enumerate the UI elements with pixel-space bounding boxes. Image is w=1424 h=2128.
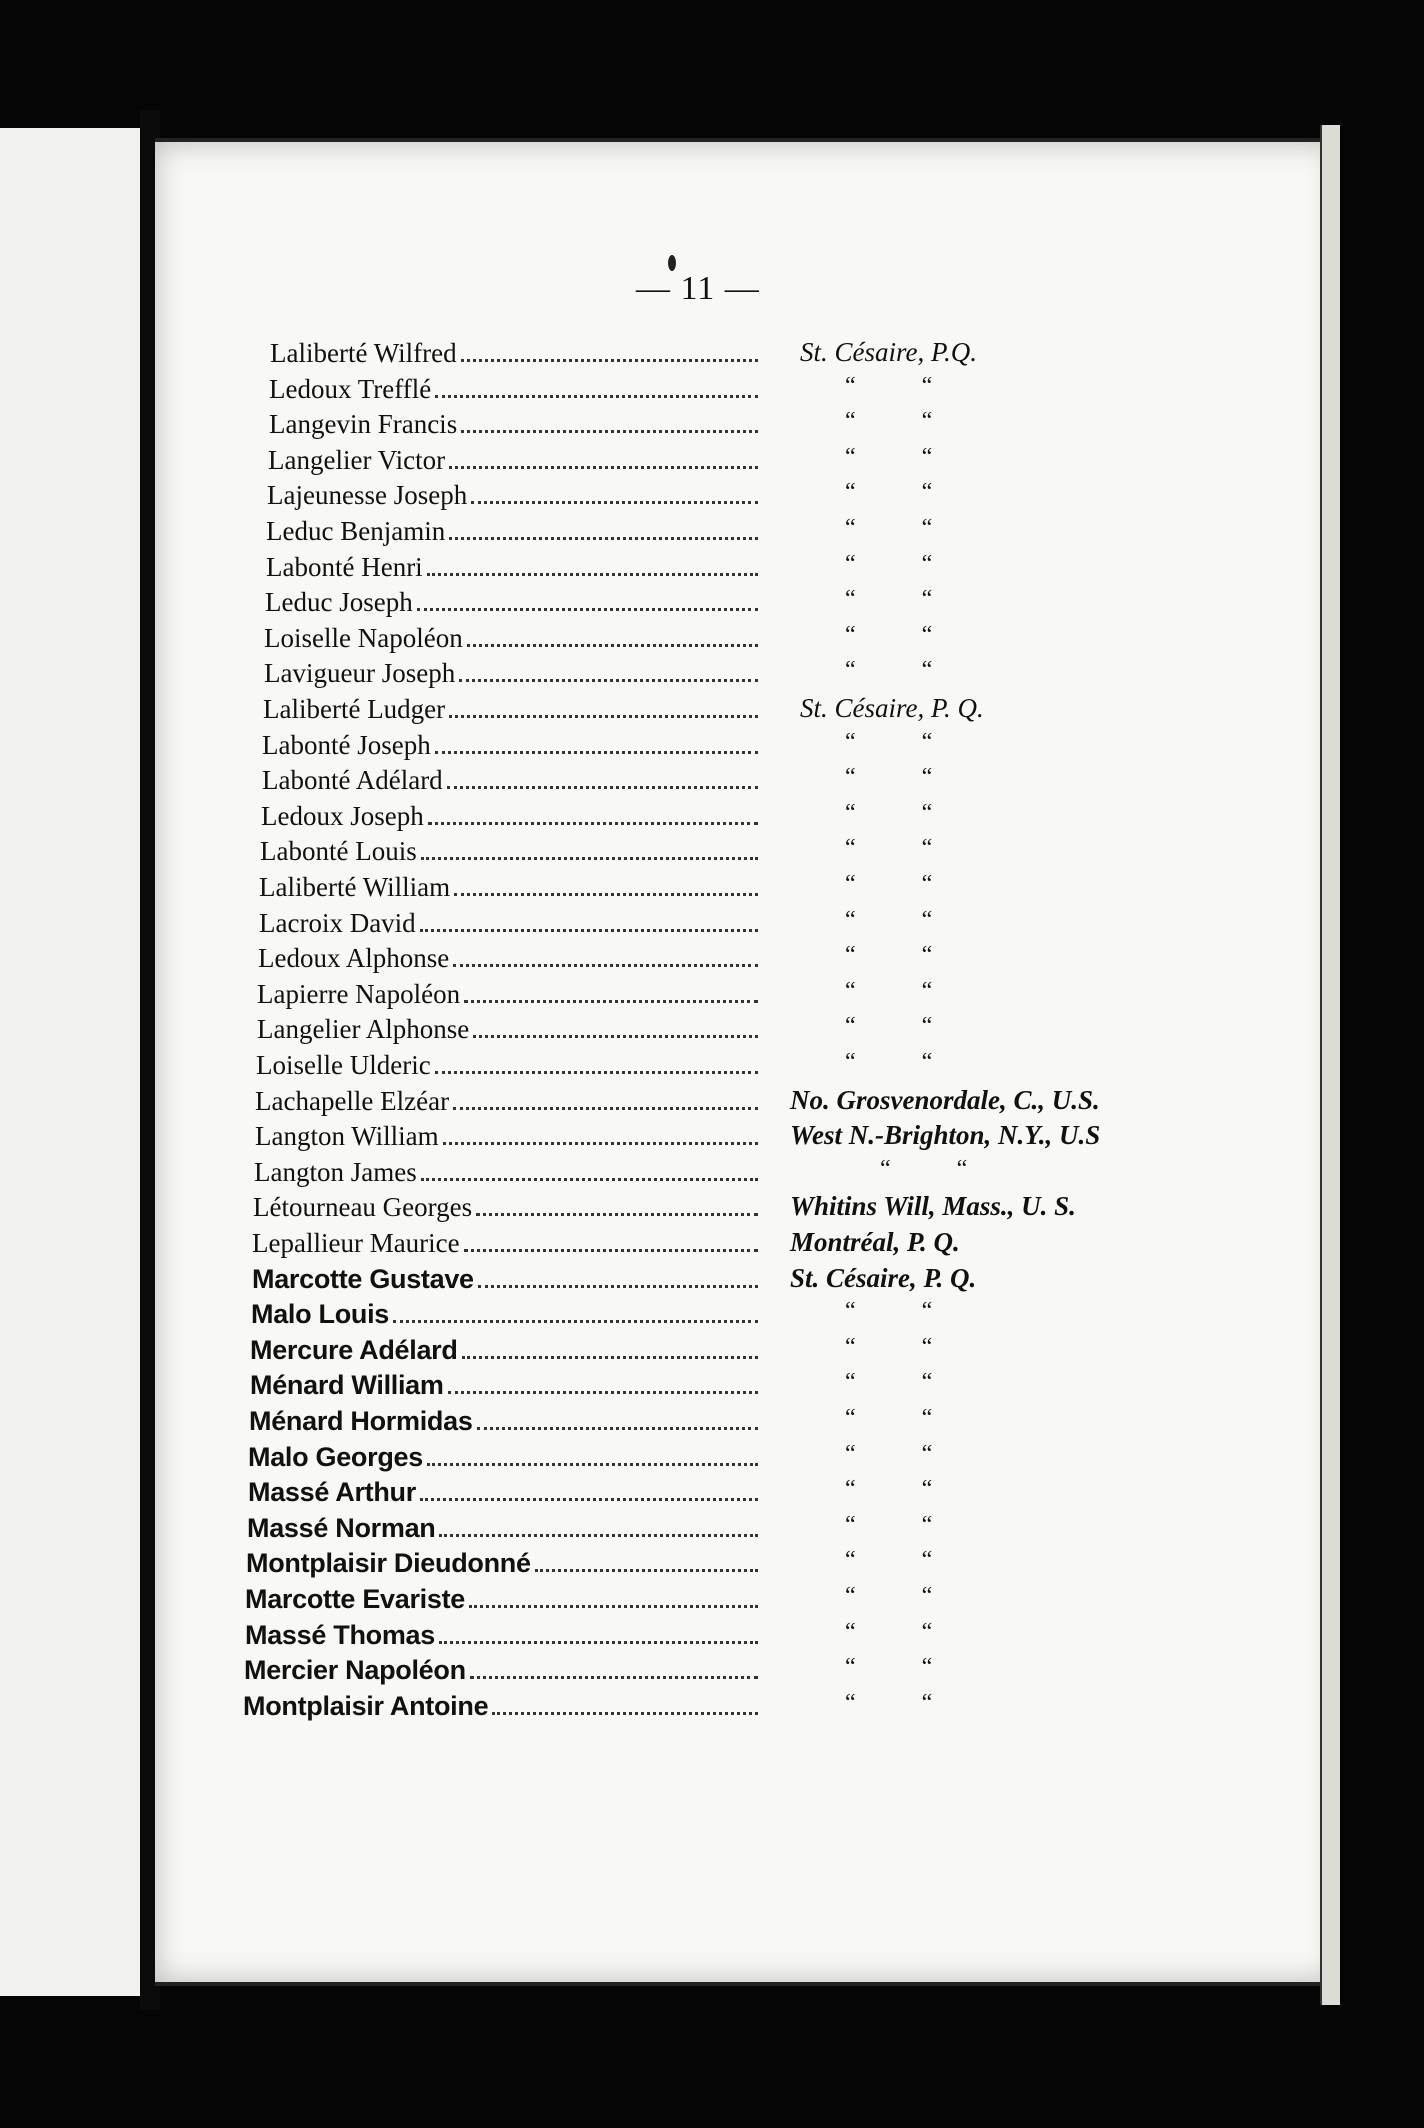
ditto-marks: “ “: [845, 1654, 933, 1680]
list-item: [259, 869, 762, 905]
leader-dots: [477, 1405, 758, 1430]
entry-place: St. Césaire, P. Q.: [800, 693, 984, 723]
ditto-marks: “ “: [845, 835, 933, 861]
ditto-marks: “ “: [845, 1405, 933, 1431]
leader-dots: [428, 800, 758, 825]
entry-place: Montréal, P. Q.: [790, 1227, 960, 1257]
leader-dots: [449, 515, 758, 540]
list-item: [248, 1439, 762, 1475]
list-item: [266, 549, 762, 585]
list-item: [249, 1403, 762, 1439]
ditto-marks: “ “: [845, 408, 933, 434]
leader-dots: [459, 657, 758, 682]
entry-name: Lachapelle Elzéar: [255, 1086, 450, 1116]
entry-name: Massé Arthur: [248, 1477, 416, 1507]
list-item: [267, 477, 762, 513]
entry-name: Leduc Benjamin: [266, 516, 446, 546]
list-item: [250, 1367, 762, 1403]
leader-dots: [464, 978, 758, 1003]
ditto-marks: “ “: [845, 729, 933, 755]
ditto-marks: “ “: [845, 1013, 933, 1039]
entry-name: Malo Louis: [251, 1299, 389, 1329]
entry-place: Whitins Will, Mass., U. S.: [790, 1191, 1076, 1221]
leader-dots: [421, 835, 758, 860]
leader-dots: [454, 871, 758, 896]
leader-dots: [417, 586, 758, 611]
entry-name: Lepallieur Maurice: [252, 1228, 460, 1258]
entry-name: Montplaisir Dieudonné: [246, 1548, 531, 1578]
list-item: [259, 905, 762, 941]
list-item: [247, 1510, 762, 1546]
entry-name: Labonté Henri: [266, 552, 423, 582]
ditto-marks: “ “: [845, 1049, 933, 1075]
entry-name: Massé Norman: [247, 1513, 436, 1543]
ditto-marks: “ “: [845, 1619, 933, 1645]
ditto-marks: “ “: [845, 622, 933, 648]
entry-name: Ledoux Alphonse: [258, 943, 450, 973]
entry-place: West N.-Brighton, N.Y., U.S: [790, 1120, 1101, 1150]
list-item: [250, 1332, 762, 1368]
ditto-marks: “ “: [845, 1512, 933, 1538]
entry-name: Létourneau Georges: [253, 1192, 473, 1222]
list-item: [268, 442, 762, 478]
list-item: [255, 1083, 762, 1119]
list-item: [251, 1296, 762, 1332]
list-item: [260, 833, 762, 869]
leader-dots: [435, 373, 758, 398]
entry-name: Labonté Joseph: [262, 730, 431, 760]
list-item: [252, 1225, 762, 1261]
entry-name: Lacroix David: [259, 908, 416, 938]
leader-dots: [427, 1441, 758, 1466]
entry-name: Montplaisir Antoine: [243, 1691, 489, 1721]
ditto-marks: “ “: [845, 942, 933, 968]
entry-name: Massé Thomas: [245, 1620, 435, 1650]
entry-name: Leduc Joseph: [265, 587, 413, 617]
list-item: [257, 976, 762, 1012]
entry-name: Loiselle Ulderic: [256, 1050, 431, 1080]
ditto-marks: “ “: [845, 586, 933, 612]
leader-dots: [439, 1512, 758, 1537]
ditto-marks: “ “: [845, 764, 933, 790]
leader-dots: [453, 1085, 758, 1110]
ditto-marks: “ “: [845, 978, 933, 1004]
entry-name: Laliberté Ludger: [263, 694, 446, 724]
list-item: [257, 1011, 762, 1047]
list-item: [269, 371, 762, 407]
list-item: [265, 584, 762, 620]
list-item: [262, 762, 762, 798]
list-item: [266, 513, 762, 549]
entry-name: Ledoux Joseph: [261, 801, 424, 831]
ditto-marks: “ “: [845, 1298, 933, 1324]
entry-name: Laliberté Wilfred: [270, 338, 457, 368]
entry-place: No. Grosvenordale, C., U.S.: [790, 1085, 1100, 1115]
list-item: [254, 1154, 762, 1190]
leader-dots: [473, 1013, 758, 1038]
leader-dots: [448, 1369, 758, 1394]
leader-dots: [476, 1191, 758, 1216]
page-number: — 11 —: [636, 270, 760, 307]
ditto-marks: “ “: [845, 1334, 933, 1360]
entry-place: St. Césaire, P.Q.: [800, 337, 978, 367]
list-item: [255, 1118, 762, 1154]
entry-name: Labonté Louis: [260, 836, 417, 866]
ditto-marks: “ “: [845, 657, 933, 683]
ditto-marks: “ “: [845, 479, 933, 505]
entry-name: Ménard William: [250, 1370, 444, 1400]
leader-dots: [469, 1583, 758, 1608]
ditto-marks: “ “: [845, 800, 933, 826]
entry-name: Malo Georges: [248, 1442, 423, 1472]
entry-place: St. Césaire, P. Q.: [790, 1263, 977, 1293]
list-item: [252, 1261, 762, 1297]
leader-dots: [462, 1334, 758, 1359]
leader-dots: [464, 1227, 758, 1252]
leader-dots: [393, 1298, 758, 1323]
leader-dots: [420, 907, 758, 932]
entry-name: Lavigueur Joseph: [264, 658, 456, 688]
ditto-marks: “ “: [845, 1583, 933, 1609]
list-item: [269, 406, 762, 442]
leader-dots: [421, 1156, 758, 1181]
list-item: [246, 1545, 762, 1581]
list-item: [264, 620, 762, 656]
list-item: [245, 1617, 762, 1653]
entry-name: Lapierre Napoléon: [257, 979, 461, 1009]
list-item: [245, 1581, 762, 1617]
ditto-marks: “ “: [845, 871, 933, 897]
leader-dots: [447, 764, 758, 789]
leader-dots: [478, 1263, 758, 1288]
leader-dots: [435, 1049, 758, 1074]
entry-name: Langelier Alphonse: [257, 1014, 470, 1044]
leader-dots: [449, 444, 758, 469]
ditto-marks: “ “: [845, 444, 933, 470]
entry-name: Ménard Hormidas: [249, 1406, 473, 1436]
leader-dots: [453, 942, 758, 967]
leader-dots: [443, 1120, 758, 1145]
list-item: [243, 1688, 762, 1724]
list-item: [261, 798, 762, 834]
leader-dots: [492, 1690, 758, 1715]
entry-name: Mercier Napoléon: [244, 1655, 466, 1685]
list-item: [248, 1474, 762, 1510]
leader-dots: [461, 408, 758, 433]
list-item: [253, 1189, 762, 1225]
ditto-marks: “ “: [880, 1156, 968, 1182]
ditto-marks: “ “: [845, 1476, 933, 1502]
entry-name: Langton William: [255, 1121, 439, 1151]
leader-dots: [461, 337, 758, 362]
leader-dots: [427, 551, 758, 576]
leader-dots: [535, 1547, 758, 1572]
entry-name: Ledoux Trefflé: [269, 374, 432, 404]
leader-dots: [471, 479, 758, 504]
entry-name: Marcotte Evariste: [245, 1584, 465, 1614]
entry-name: Laliberté William: [259, 872, 451, 902]
ditto-marks: “ “: [845, 373, 933, 399]
ditto-marks: “ “: [845, 1690, 933, 1716]
entry-name: Langevin Francis: [269, 409, 458, 439]
list-item: [262, 727, 762, 763]
ditto-marks: “ “: [845, 907, 933, 933]
entry-name: Langton James: [254, 1157, 417, 1187]
entry-name: Marcotte Gustave: [252, 1264, 474, 1294]
list-item: [258, 940, 762, 976]
ditto-marks: “ “: [845, 515, 933, 541]
leader-dots: [420, 1476, 758, 1501]
leader-dots: [470, 1654, 758, 1679]
ditto-marks: “ “: [845, 551, 933, 577]
list-item: [244, 1652, 762, 1688]
entry-name: Labonté Adélard: [262, 765, 443, 795]
leader-dots: [467, 622, 758, 647]
leader-dots: [435, 729, 758, 754]
ditto-marks: “ “: [845, 1547, 933, 1573]
entry-name: Langelier Victor: [268, 445, 446, 475]
entry-name: Lajeunesse Joseph: [267, 480, 468, 510]
leader-dots: [449, 693, 758, 718]
ditto-marks: “ “: [845, 1441, 933, 1467]
entry-name: Mercure Adélard: [250, 1335, 458, 1365]
list-item: [264, 655, 762, 691]
ditto-marks: “ “: [845, 1369, 933, 1395]
list-item: [263, 691, 762, 727]
list-item: [256, 1047, 762, 1083]
list-item: [270, 335, 762, 371]
leader-dots: [439, 1619, 758, 1644]
entry-name: Loiselle Napoléon: [264, 623, 463, 653]
